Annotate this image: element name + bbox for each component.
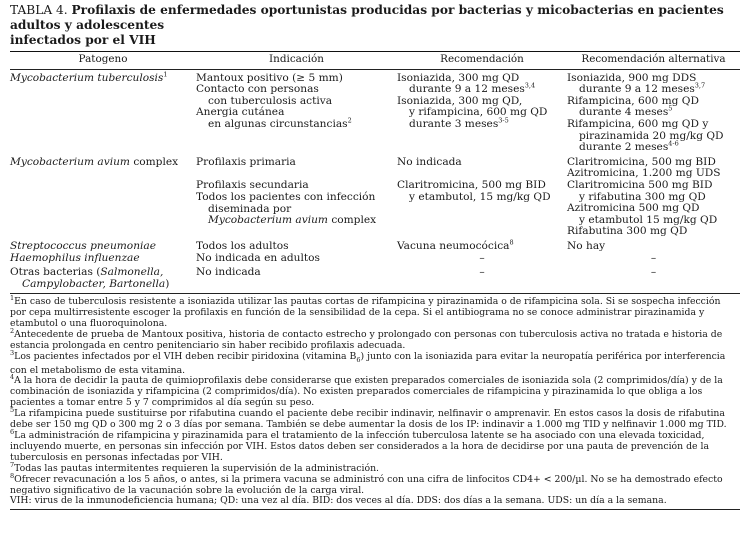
document <box>10 3 740 510</box>
cell-recommendation <box>397 253 567 265</box>
indication-line: Mycobacterium avium <box>208 214 328 227</box>
recommendation-line: Isoniazida, 300 mg QD <box>397 71 520 84</box>
bottom-rule <box>10 509 740 510</box>
footnote-ref: 8 <box>509 238 514 247</box>
pathogen-name: Haemophilus influenzae <box>10 251 140 264</box>
cell-recommendation <box>397 69 567 154</box>
cell-recommendation <box>397 154 567 238</box>
indication-line: Mantoux positivo (≥ 5 mm) <box>196 71 343 84</box>
footnote-1: $^1$En caso de tuberculosis resistente a isoniazida utilizar las pautas cortas de rifampicina y pirazinamida o de rifampicina sola. Si se sospecha infección por cepa multirresistente escoger la profilaxis en función de la sensibilidad de la cepa. Si el antibiograma no se conoce administrar pirazinamida y etambutol o una fluoroquinolona. <box>10 294 721 330</box>
footnote-ref: 5 <box>668 104 673 113</box>
alternative-line: Claritromicina, 500 mg BID <box>567 155 716 168</box>
footnotes <box>10 294 740 507</box>
recommendation-line: Vacuna neumocócica <box>397 239 510 252</box>
pathogen-name: Streptococcus pneumoniae <box>10 239 156 252</box>
cell-recommendation <box>397 238 567 253</box>
cell-indication <box>196 253 397 265</box>
recommendation-line: Isoniazida, 300 mg QD, <box>397 94 523 107</box>
header-alternativa: Recomendación alternativa <box>567 52 740 69</box>
indication-line: Todos los pacientes con infección <box>196 190 376 203</box>
header-patogeno: Patogeno <box>10 52 196 69</box>
row-streptococcus <box>10 238 740 253</box>
row-haemophilus <box>10 253 740 265</box>
recommendation-line: – <box>479 251 485 264</box>
pathogen-name-italic: Salmonella, <box>100 266 164 279</box>
alternative-line: durante 2 meses <box>579 141 669 154</box>
pathogen-name: Mycobacterium tuberculosis <box>10 71 164 84</box>
indication-line: Anergia cutánea <box>196 106 285 119</box>
row-tuberculosis <box>10 69 740 154</box>
indication-line-suffix: complex <box>327 214 377 227</box>
cell-alternative <box>567 253 740 265</box>
header-row <box>10 52 740 69</box>
cell-indication <box>196 69 397 154</box>
footnote-ref: 2 <box>347 116 352 125</box>
indication-line: No indicada en adultos <box>196 251 320 264</box>
pathogen-name: Otras bacterias ( <box>10 266 101 279</box>
alternative-line: Azitromicina, 1.200 mg UDS <box>567 167 721 180</box>
cell-indication <box>196 264 397 293</box>
footnote-4: $^4$A la hora de decidir la pauta de quimioprofilaxis debe considerarse que existen preparados comerciales de isoniazida sola (2 comprimidos/día) y de la combinación de isoniazida y rifampicina (2 comprimidos/día). No existen preparados comerciales de rifampicina y pirazinamida lo que obliga a los pacientes a tomar entre 5 y 7 comprimidos al día según su peso. <box>10 373 723 409</box>
cell-indication <box>196 238 397 253</box>
indication-line: Profilaxis primaria <box>196 155 296 168</box>
cell-pathogen <box>10 253 196 265</box>
pathogen-name: Mycobacterium avium <box>10 155 130 168</box>
table-title <box>10 3 740 48</box>
footnote-ref: 3-5 <box>498 116 509 125</box>
cell-pathogen <box>10 69 196 154</box>
recommendation-line: durante 9 a 12 meses <box>409 83 525 96</box>
alternative-line: Rifampicina, 600 mg QD <box>567 94 699 107</box>
indication-line: diseminada por <box>208 202 292 215</box>
alternative-line: Azitromicina 500 mg QD <box>567 202 700 215</box>
cell-alternative <box>567 69 740 154</box>
cell-recommendation <box>397 264 567 293</box>
alternative-line: Claritromicina 500 mg BID <box>567 178 713 191</box>
recommendation-line: – <box>479 266 485 279</box>
recommendation-line: durante 3 meses <box>409 117 499 130</box>
table-label: TABLA 4. <box>10 3 68 17</box>
table-title-line1: Profilaxis de enfermedades oportunistas producidas por bacterias y micobacterias en pacientes adultos y adolescentes <box>10 3 724 32</box>
cell-pathogen <box>10 238 196 253</box>
cell-indication <box>196 154 397 238</box>
indication-line: con tuberculosis activa <box>208 94 333 107</box>
alternative-line: y rifabutina 300 mg QD <box>579 190 706 203</box>
indication-line: Todos los adultos <box>196 239 289 252</box>
prophylaxis-table <box>10 52 740 293</box>
indication-line: Contacto con personas <box>196 83 319 96</box>
alternative-line: Rifampicina, 600 mg QD y <box>567 117 709 130</box>
pathogen-name-italic: Campylobacter, Bartonella <box>22 277 166 290</box>
pathogen-name-suffix: complex <box>129 155 179 168</box>
indication-line: No indicada <box>196 266 261 279</box>
header-recomendacion: Recomendación <box>397 52 567 69</box>
indication-line: en algunas circunstancias <box>208 117 348 130</box>
footnote-7: $^7$Todas las pautas intermitentes requieren la supervisión de la administración. <box>10 460 380 474</box>
footnote-8: $^8$Ofrecer revacunación a los 5 años, o antes, si la primera vacuna se administró con una cifra de linfocitos CD4+ < 200/µl. No se ha demostrado efecto negativo significativo de la vacunación sobre la evolución de la carga viral. <box>10 471 723 496</box>
row-avium-complex <box>10 154 740 238</box>
footnote-ref: 4-6 <box>668 139 679 148</box>
alternative-line: Rifabutina 300 mg QD <box>567 225 688 238</box>
row-otras-bacterias <box>10 264 740 293</box>
alternative-line: y etambutol 15 mg/kg QD <box>579 213 718 226</box>
alternative-line: durante 4 meses <box>579 106 669 119</box>
cell-alternative <box>567 238 740 253</box>
pathogen-name-close: ) <box>165 277 170 290</box>
indication-line: Profilaxis secundaria <box>196 179 309 192</box>
footnote-3: $^3$Los pacientes infectados por el VIH deben recibir piridoxina (vitamina $B_6$) junto con la isoniazida para evitar la neuropatía periférica por interferencia con el metabolismo de esta vitamina. <box>10 348 726 376</box>
recommendation-line: Claritromicina, 500 mg BID <box>397 179 546 192</box>
cell-alternative <box>567 264 740 293</box>
footnote-2: $^2$Antecedente de prueba de Mantoux positiva, historia de contacto estrecho y prolongado con personas con tuberculosis activa no tratada e historia de estancia prolongada en centro penitenciario sin haber recibido profilaxis adecuada. <box>10 326 723 351</box>
recommendation-line: No indicada <box>397 155 462 168</box>
alternative-line: – <box>650 251 657 264</box>
alternative-line: No hay <box>567 239 606 252</box>
table-bottom-rule <box>10 293 740 294</box>
alternative-line: durante 9 a 12 meses <box>579 83 695 96</box>
alternative-line: pirazinamida 20 mg/kg QD <box>579 129 724 142</box>
table-title-line2: infectados por el VIH <box>10 33 156 47</box>
recommendation-line: y etambutol, 15 mg/kg QD <box>409 190 551 203</box>
abbreviations: VIH: virus de la inmunodeficiencia humana; QD: una vez al día. BID: dos veces al día. DDS: dos días a la semana. UDS: un día a la semana. <box>10 495 667 507</box>
footnote-6: $^6$La administración de rifampicina y pirazinamida para el tratamiento de la infección tuberculosa latente se ha asociado con una elevada toxicidad, incluyendo muerte, en personas sin infección por VIH. Estos datos deben ser considerados a la hora de decidirse por una pauta de prevención de la tuberculosis en personas infectadas por VIH. <box>10 427 710 463</box>
footnote-5: $^5$La rifampicina puede sustituirse por rifabutina cuando el paciente debe recibir indinavir, nelfinavir o amprenavir. En estos casos la dosis de rifabutina debe ser 150 mg QD o 300 mg 2 o 3 días por semana. También se debe aumentar la dosis de los IP: indinavir a 1.000 mg TID y nelfinavir 1.000 mg TID. <box>10 406 727 431</box>
cell-pathogen <box>10 264 196 293</box>
footnote-ref: 3,4 <box>524 81 536 90</box>
alternative-line: – <box>650 266 657 279</box>
footnote-ref: 1 <box>163 70 168 79</box>
footnote-ref: 3,7 <box>694 81 706 90</box>
cell-alternative <box>567 154 740 238</box>
recommendation-line: y rifampicina, 600 mg QD <box>409 106 548 119</box>
alternative-line: Isoniazida, 900 mg DDS <box>567 71 697 84</box>
header-indicacion: Indicación <box>196 52 397 69</box>
cell-pathogen <box>10 154 196 238</box>
